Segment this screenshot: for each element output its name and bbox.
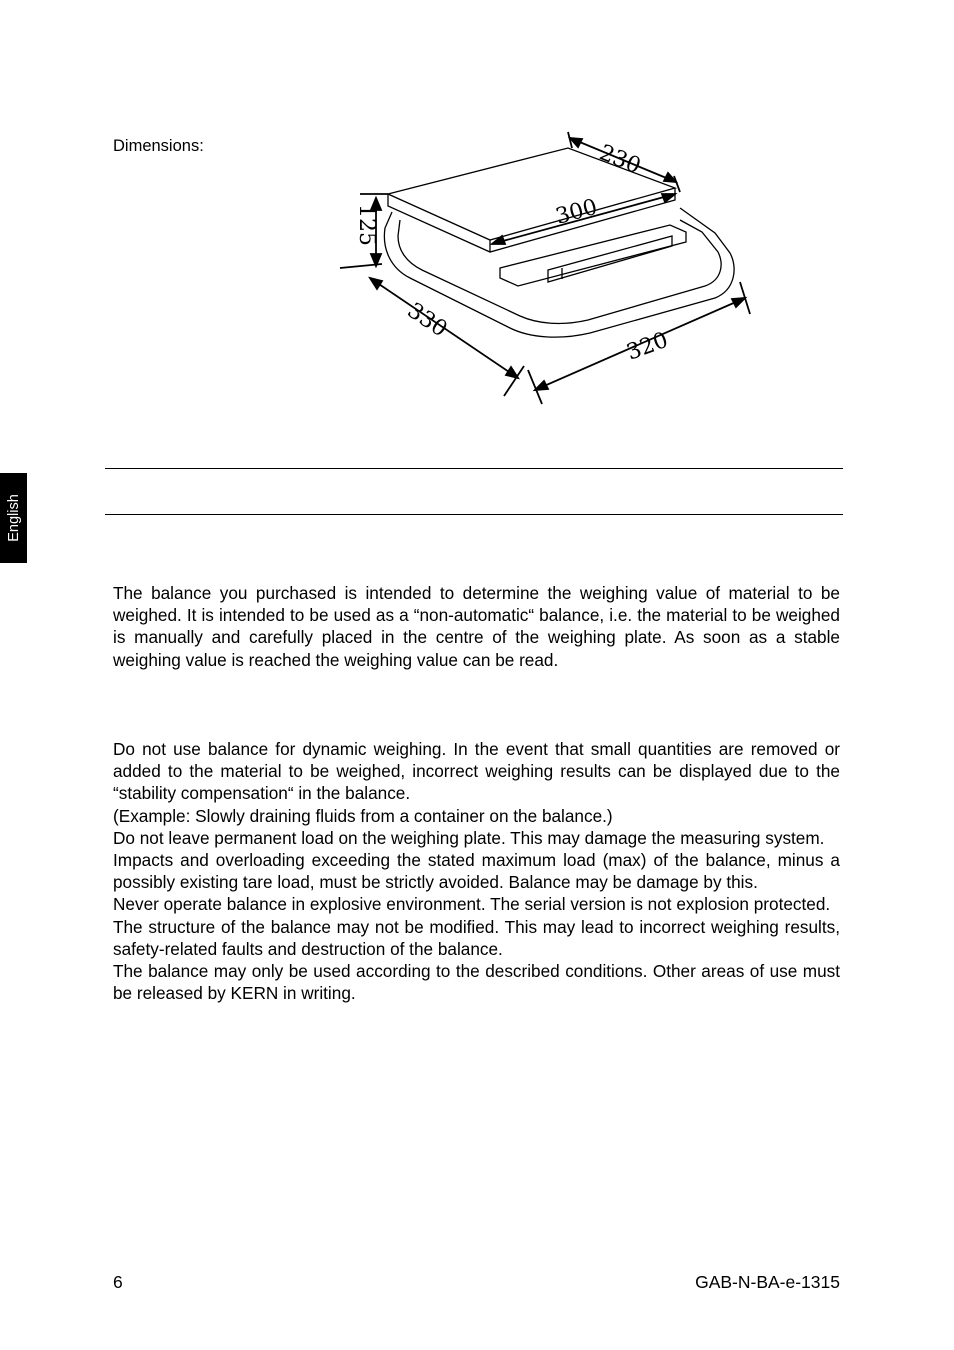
dim-320: 320 [623,327,672,366]
improper-use-item: Do not leave permanent load on the weighing plate. This may damage the measuring system. [113,827,825,848]
improper-use-item: Never operate balance in explosive environment. The serial version is not explosion protected. [113,894,831,915]
improper-use-item: Impacts and overloading exceeding the stated maximum load (max) of the balance, minus a possibly existing tare load, must be strictly avoided. Balance may be damage by this. [113,850,840,893]
dim-330: 330 [402,298,452,343]
intended-use-text: The balance you purchased is intended to determine the weighing value of material to be weighed. It is intended to be used as a “non-automatic“ balance, i.e. the material to be weighed is manually and carefully placed in the centre of the weighing plate. As soon as a stable weighing value is reached the weighing value can be read. [113,583,840,670]
dimensions-label: Dimensions: [113,137,204,155]
improper-use-item: (Example: Slowly draining fluids from a container on the balance.) [113,805,613,826]
section-rule-bottom [105,514,843,515]
improper-use-item: The balance may only be used according to the described conditions. Other areas of use must be released by KERN in writing. [113,961,840,1004]
language-tab [0,473,27,563]
intended-use-paragraph [113,582,840,671]
improper-use-item: Do not use balance for dynamic weighing. In the event that small quantities are removed or added to the material to be weighed, incorrect weighing results can be displayed due to the “stability compensation“ in the balance. [113,739,840,804]
balance-dimension-drawing [330,128,760,408]
improper-use-section [113,738,840,1004]
page-number: 6 [113,1272,123,1292]
document-code: GAB-N-BA-e-1315 [695,1272,840,1292]
improper-use-item: The structure of the balance may not be modified. This may lead to incorrect weighing results, safety-related faults and destruction of the balance. [113,916,840,959]
section-rule-top [105,468,843,469]
dim-300: 300 [553,194,601,230]
language-tab-label: English [5,494,22,542]
dim-125: 125 [354,204,379,246]
dim-230: 230 [595,140,645,180]
